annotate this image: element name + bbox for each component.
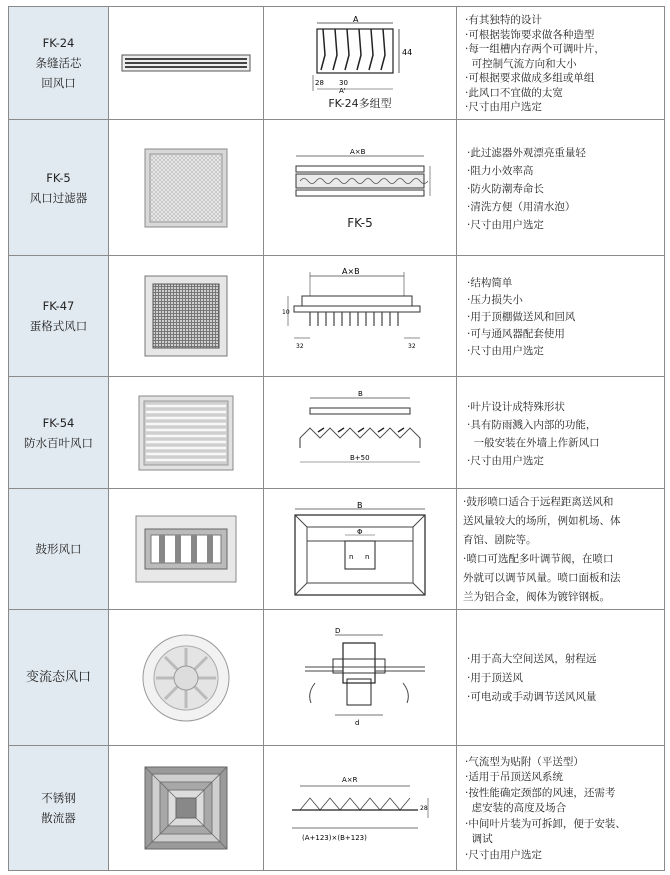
feature-item: ·可根据装饰要求做各种造型 [465,28,595,41]
feature-item: ·有其独特的设计 [465,14,542,27]
technical-drawing [264,610,457,745]
feature-item: 育馆、剧院等。 [463,534,537,546]
dimension-label: 30 [339,79,348,87]
feature-item: ·清洗方便（用清水泡） [467,200,576,213]
feature-item: ·喷口可选配多叶调节阀，在喷口 [463,553,614,565]
feature-item: ·用于高大空间送风，射程远 [467,653,597,665]
product-name [9,489,109,609]
feature-item: ·气流型为贴附（平送型） [465,755,584,768]
swirl-diffuser-photo [141,633,231,723]
technical-drawing [264,120,457,255]
dimension-label: 44 [402,48,413,57]
dimension-label: A×B [342,267,360,276]
dimension-label: (A+123)×(B+123) [302,834,367,842]
product-photo [109,610,264,745]
dimension-label: A [353,15,359,24]
feature-item: ·此风口不宜做的太宽 [465,86,563,99]
dimension-label: 10 [282,309,290,316]
table-row [9,610,664,746]
product-name [9,120,109,255]
feature-item: 可控制气流方向和大小 [465,57,577,70]
feature-list [457,256,664,376]
product-photo [109,7,264,119]
drum-nozzle-photo [135,515,237,583]
product-type: 条缝活芯 [35,56,82,70]
feature-item: ·鼓形喷口适合于远程距离送风和 [463,496,614,508]
table-row [9,377,664,489]
dimension-label: 32 [408,343,416,350]
product-photo [109,120,264,255]
feature-item: ·尺寸由用户选定 [467,344,544,357]
drum-nozzle-drawing [285,501,435,597]
product-name [9,746,109,870]
product-type: 回风口 [41,76,76,90]
feature-item: ·中间叶片装为可拆卸，便于安装、 [465,817,626,830]
feature-item: ·可根据要求做成多组或单组 [465,72,595,85]
technical-drawing [264,7,457,119]
product-name [9,7,109,119]
product-photo [109,377,264,488]
dimension-label: B+50 [350,453,370,462]
feature-item: ·此过滤器外观漂亮重量轻 [467,146,586,159]
fk54-section-drawing [280,388,440,478]
feature-item: ·用于顶送风 [467,672,523,684]
table-row [9,489,664,610]
eggcrate-grille-photo [144,275,228,357]
product-name [9,256,109,376]
feature-list [457,489,664,609]
dimension-label: B [358,389,363,398]
feature-item: 送风量较大的场所，例如机场、体 [463,515,621,527]
product-type: 不锈钢 [41,791,76,805]
drawing-caption: FK-24多组型 [328,97,392,110]
feature-item: ·结构简单 [467,276,513,289]
dimension-label: 28 [420,805,428,812]
product-spec-table [8,6,665,871]
feature-item: ·用于顶棚做送风和回风 [467,310,576,323]
dimension-label: A×B [350,147,366,156]
product-photo [109,256,264,376]
feature-item: ·尺寸由用户选定 [465,101,542,114]
product-photo [109,746,264,870]
feature-list [457,610,664,745]
product-type: 蛋格式风口 [29,319,88,333]
fk24-section-drawing [305,15,415,95]
table-row [9,7,664,120]
technical-drawing [264,256,457,376]
dimension-label: n [365,553,370,561]
product-type: 散流器 [41,811,76,825]
product-type: 鼓形风口 [35,542,82,556]
dimension-label: 32 [296,343,304,350]
fk5-section-drawing [280,146,440,216]
product-type: 风口过滤器 [29,190,88,205]
dimension-label: n [349,553,354,561]
feature-item: 调试 [465,833,493,846]
feature-item: 虑安装的高度及场合 [465,802,567,815]
feature-item: 外就可以调节风量。喷口面板和法 [463,572,621,584]
product-name [9,610,109,745]
dimension-label: A×R [342,776,358,784]
product-type: 防水百叶风口 [24,435,93,450]
swirl-diffuser-drawing [285,623,435,733]
feature-item: ·尺寸由用户选定 [465,848,542,861]
feature-list [457,120,664,255]
filter-grille-photo [144,148,228,228]
product-type: 变流态风口 [25,669,91,685]
table-row [9,746,664,870]
technical-drawing [264,377,457,488]
feature-item: ·按性能确定颈部的风速，还需考 [465,786,616,799]
feature-item: ·可电动或手动调节送风风量 [467,691,597,703]
feature-item: 兰为铝合金，阀体为镀锌钢板。 [463,591,610,603]
feature-item: ·适用于吊顶送风系统 [465,771,563,784]
dimension-label: 28 [315,79,324,87]
feature-item: 一般安装在外墙上作新风口 [467,436,600,449]
feature-item: ·尺寸由用户选定 [467,218,544,231]
product-model: FK-54 [42,415,75,430]
feature-item: ·压力损失小 [467,293,523,306]
technical-drawing [264,746,457,870]
square-diffuser-photo [144,766,228,850]
technical-drawing [264,489,457,609]
fk47-section-drawing [280,266,440,366]
dimension-label: D [335,626,341,635]
product-model: FK-24 [42,36,75,50]
table-row [9,256,664,377]
feature-list [457,377,664,488]
product-model: FK-47 [42,299,75,313]
dimension-label: Φ [357,528,363,536]
feature-list [457,746,664,870]
feature-item: ·防火防潮寿命长 [467,182,544,195]
feature-item: ·叶片设计成特殊形状 [467,400,565,413]
feature-item: ·具有防雨溅入内部的功能， [467,418,597,431]
feature-item: ·每一组槽内存两个可调叶片， [465,43,605,56]
square-diffuser-drawing [280,758,440,858]
table-row [9,120,664,256]
louver-grille-photo [138,395,234,471]
linear-slot-diffuser-photo [121,53,251,73]
drawing-caption: FK-5 [347,215,373,230]
product-name [9,377,109,488]
feature-item: ·阻力小效率高 [467,164,534,177]
dimension-label: A' [339,87,346,95]
feature-list [457,7,664,119]
product-photo [109,489,264,609]
feature-item: ·尺寸由用户选定 [467,454,544,467]
dimension-label: B [357,501,363,510]
feature-item: ·可与通风器配套使用 [467,327,565,340]
product-model: FK-5 [46,170,71,185]
dimension-label: d [355,718,360,727]
